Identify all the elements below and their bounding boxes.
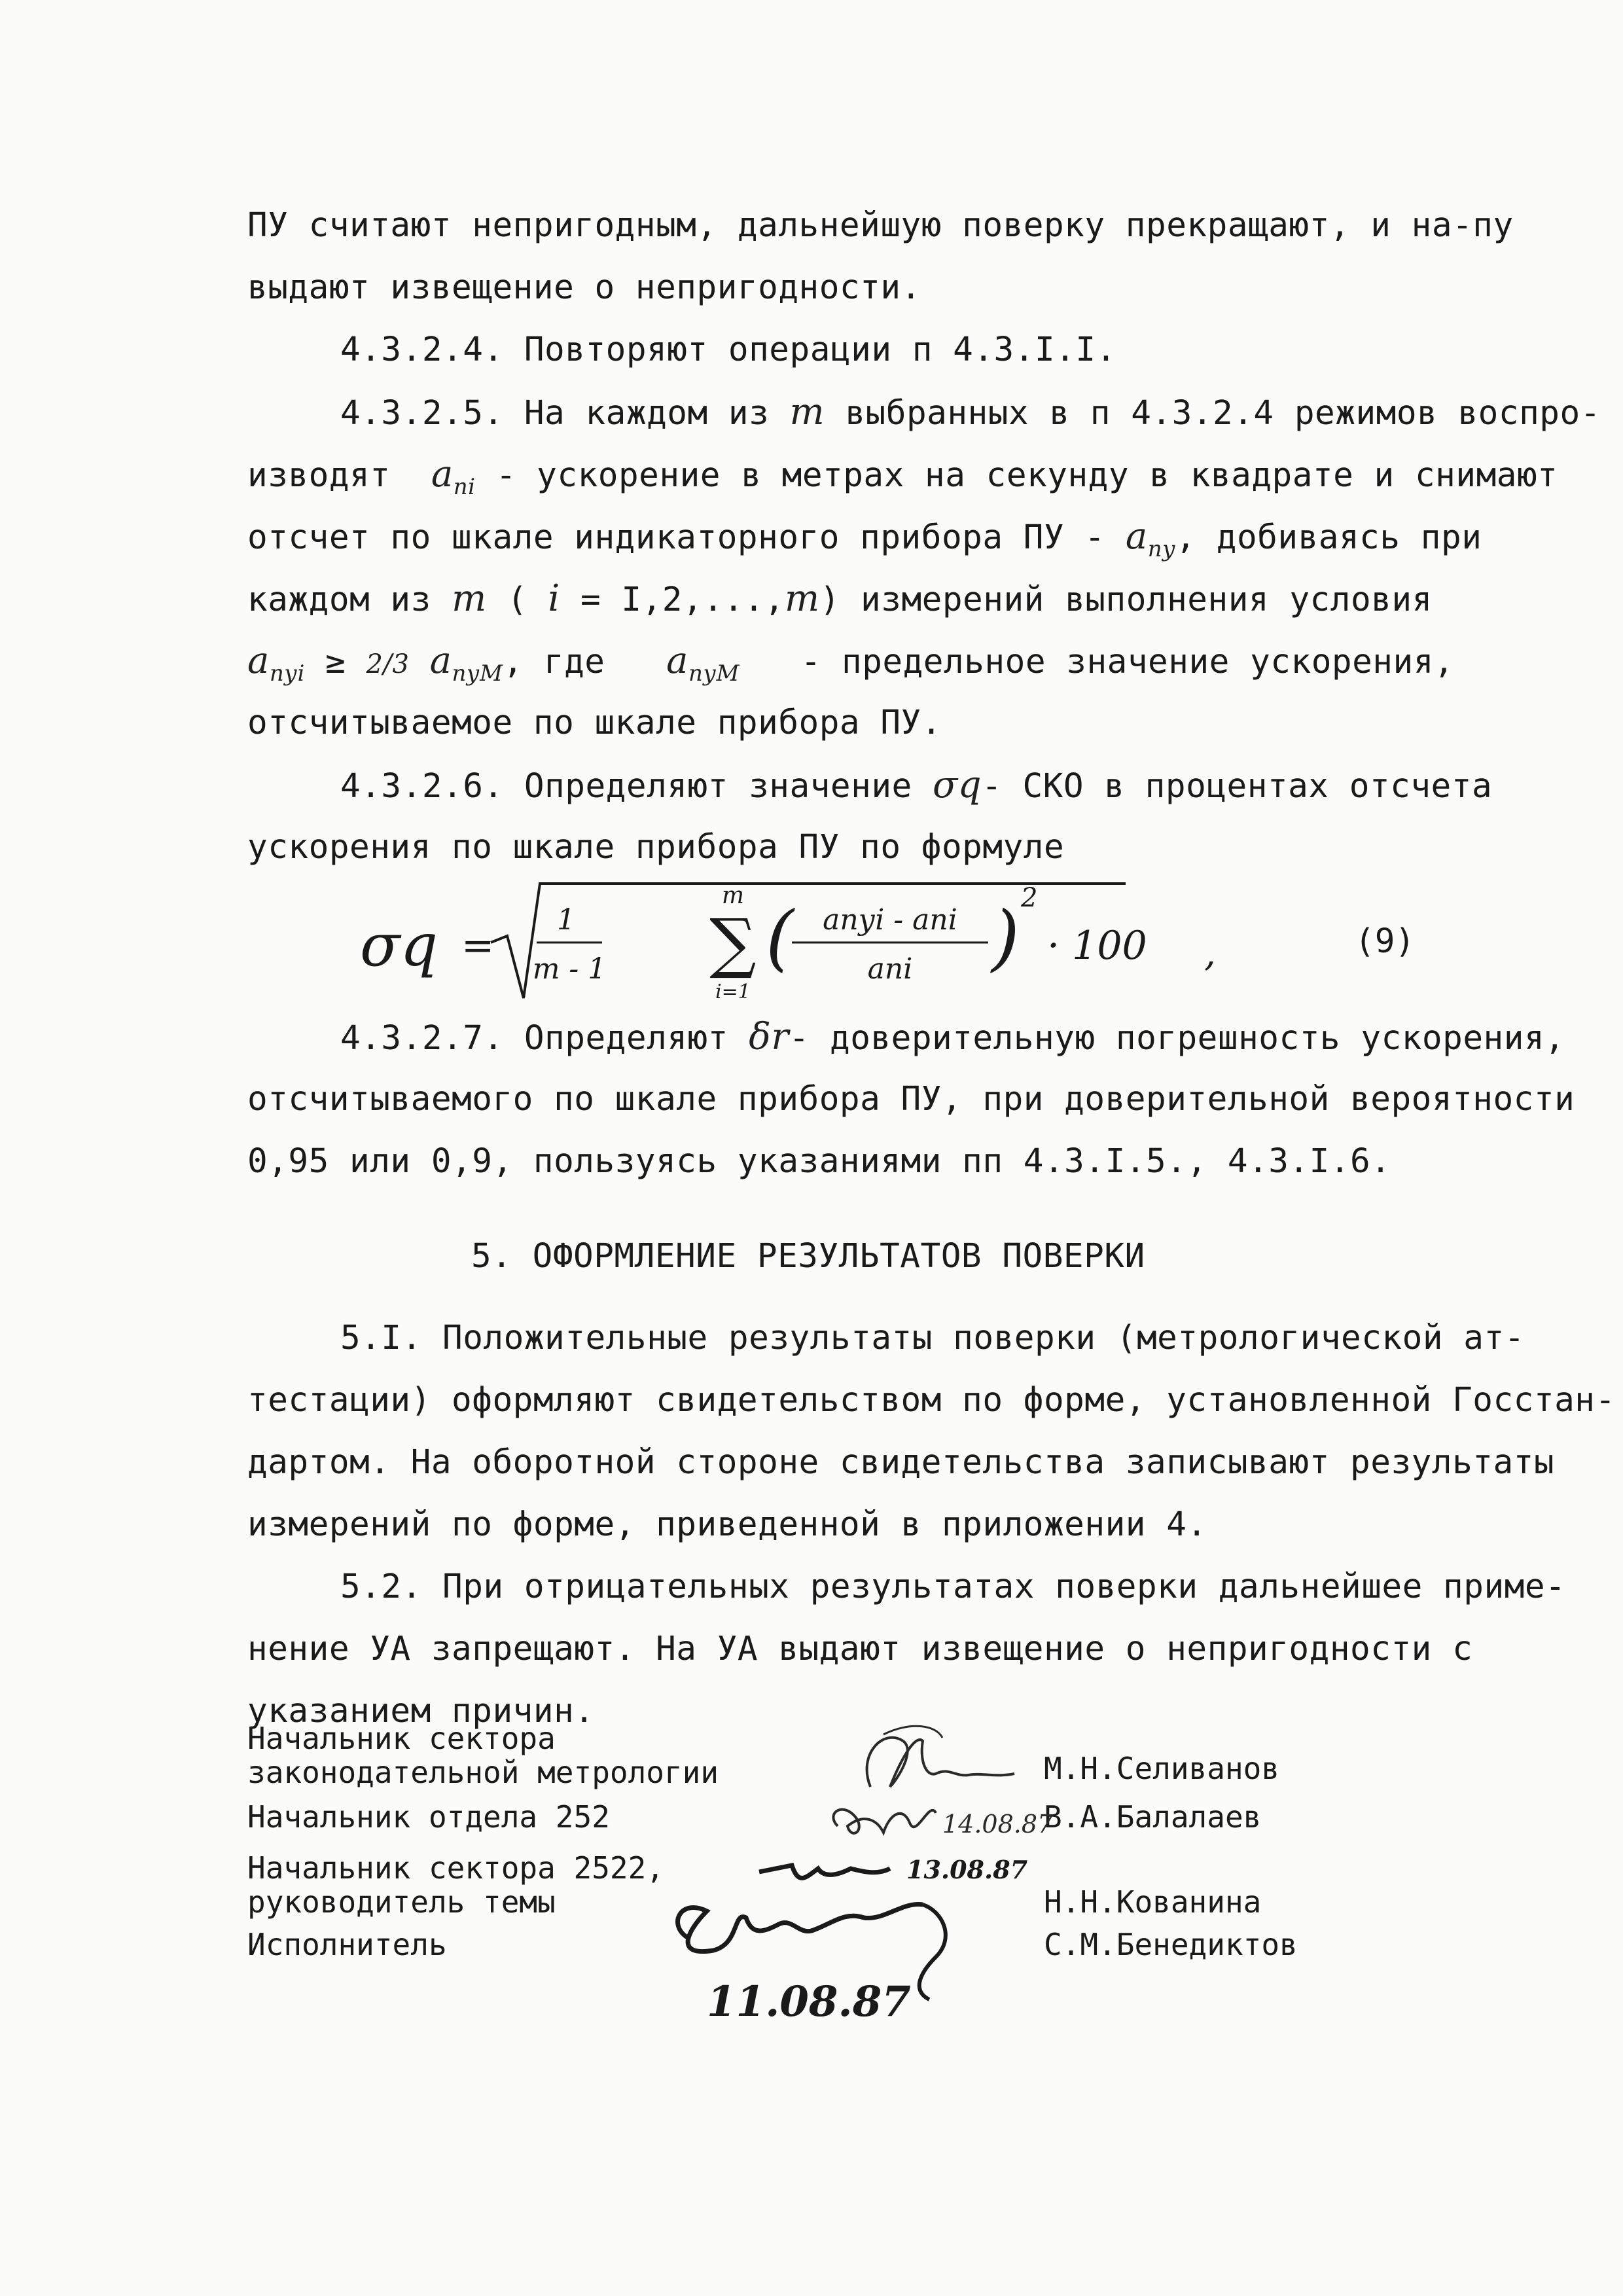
paragraph-4-3-2-7 [340, 1018, 1565, 1058]
formula-num1: 1 [557, 903, 575, 937]
text-line: отсчитываемого по шкале прибора ПУ, при доверительной вероятности [247, 1080, 1575, 1119]
signature-title: Начальник сектора 2522, [247, 1850, 664, 1886]
text-line [247, 579, 1433, 620]
inner-denominator: ani [867, 952, 913, 986]
math-variable: a [1125, 515, 1148, 558]
text-span: изводят [247, 456, 391, 495]
math-subscript: пуМ [688, 660, 740, 687]
formula-comma: , [1204, 932, 1216, 975]
signatory-name: Н.Н.Кованина [1044, 1884, 1262, 1920]
text-span: 4.3.2.5. На каждом из [340, 394, 770, 433]
signature-title: Начальник отдела 252 [247, 1799, 610, 1835]
text-line: ускорения по шкале прибора ПУ по формуле [247, 828, 1065, 867]
math-subscript: пу [1147, 536, 1176, 562]
text-line: ПУ считают непригодным, дальнейшую поверку прекращают, и на-пу [247, 206, 1514, 245]
text-span: отсчет по шкале индикаторного прибора ПУ - [247, 518, 1105, 557]
text-span: - СКО в процентах отсчета [982, 767, 1493, 806]
text-span: ( [507, 581, 528, 619]
inner-numerator: aпуi - ani [823, 903, 957, 937]
text-span: , добиваясь при [1175, 518, 1482, 557]
section-heading: 5. ОФОРМЛЕНИЕ РЕЗУЛЬТАТОВ ПОВЕРКИ [471, 1237, 1145, 1276]
text-line: тестации) оформляют свидетельством по форме, установленной Госстан- [247, 1381, 1616, 1420]
text-span: - предельное значение ускорения, [800, 643, 1455, 681]
signature-date: 11.08.87 [707, 1977, 911, 2026]
paren-right: ) [991, 895, 1020, 979]
math-variable: m [789, 391, 825, 433]
handwritten-signature [648, 1839, 1067, 2055]
math-variable: i [548, 577, 560, 620]
math-variable: m [452, 577, 487, 620]
math-variable: m [785, 577, 820, 620]
text-line: указанием причин. [247, 1692, 595, 1731]
math-subscript: ni [453, 474, 476, 500]
math-subscript: пуМ [452, 660, 503, 687]
signature-title: Исполнитель [247, 1927, 447, 1962]
text-line: измерений по форме, приведенной в приложении 4. [247, 1505, 1207, 1544]
text-span: = I,2,..., [580, 581, 785, 619]
signatory-name: С.М.Бенедиктов [1044, 1927, 1298, 1962]
text-line: нение УА запрещают. На УА выдают извещение о непригодности с [247, 1630, 1473, 1668]
formula-eq: = [461, 923, 495, 969]
formula-lhs: σq [360, 911, 438, 980]
text-line [247, 455, 1558, 507]
text-span: выбранных в п 4.3.2.4 режимов воспро- [845, 394, 1601, 433]
math-variable: a [247, 639, 270, 682]
text-span: 4.3.2.6. Определяют значение [340, 767, 912, 806]
formula-svg [340, 874, 1492, 1031]
formula-den1: m - 1 [532, 952, 607, 986]
sum-sign: ∑ [709, 905, 757, 981]
signatory-name: В.А.Балалаев [1044, 1799, 1262, 1835]
text-span: - ускорение в метрах на секунду в квадрате и снимают [495, 456, 1558, 495]
text-span: - доверительную погрешность ускорения, [789, 1019, 1565, 1058]
text-line [247, 517, 1482, 569]
math-fraction: 2/3 [366, 649, 410, 679]
math-variable: a [666, 639, 689, 682]
paragraph-5-1: 5.I. Положительные результаты поверки (метрологической ат- [340, 1319, 1525, 1357]
paragraph-4-3-2-4: 4.3.2.4. Повторяют операции п 4.3.I.I. [340, 331, 1116, 369]
paragraph-5-2: 5.2. При отрицательных результатах поверки дальнейшее приме- [340, 1568, 1566, 1606]
formula-power: 2 [1021, 883, 1038, 913]
paragraph-4-3-2-6 [340, 766, 1492, 806]
formula-9 [340, 874, 1492, 1031]
text-span: 4.3.2.7. Определяют [340, 1019, 728, 1058]
signature-date: 13.08.87 [906, 1855, 1028, 1884]
signature-title: руководитель темы [247, 1884, 556, 1920]
math-symbol: σq [932, 764, 982, 806]
text-line [247, 641, 1454, 693]
signature-title: Начальник сектора [247, 1721, 556, 1756]
math-operator: ≥ [325, 643, 346, 681]
sum-bottom: i=1 [715, 980, 751, 1003]
signature-date: 14.08.87 [942, 1810, 1054, 1839]
text-line: выдают извещение о непригодности. [247, 268, 921, 307]
math-symbol: δr [749, 1016, 789, 1058]
math-variable: a [429, 639, 452, 682]
text-span: , где [503, 643, 605, 681]
formula-mult: · 100 [1047, 923, 1147, 969]
paragraph-4-3-2-5 [340, 393, 1601, 433]
sum-top: m [721, 882, 745, 909]
math-subscript: пуi [269, 660, 305, 687]
paren-left: ( [766, 895, 794, 979]
signatory-name: М.Н.Селиванов [1044, 1751, 1280, 1786]
math-variable: a [431, 453, 454, 495]
signature-title: законодательной метрологии [247, 1755, 719, 1790]
text-line: 0,95 или 0,9, пользуясь указаниями пп 4.3.I.5., 4.3.I.6. [247, 1142, 1391, 1181]
text-span: ) измерений выполнения условия [819, 581, 1433, 619]
formula-number: (9) [1355, 922, 1416, 961]
text-line: дартом. На оборотной стороне свидетельства записывают результаты [247, 1443, 1555, 1482]
text-line: отсчитываемое по шкале прибора ПУ. [247, 704, 942, 742]
text-span: каждом из [247, 581, 431, 619]
